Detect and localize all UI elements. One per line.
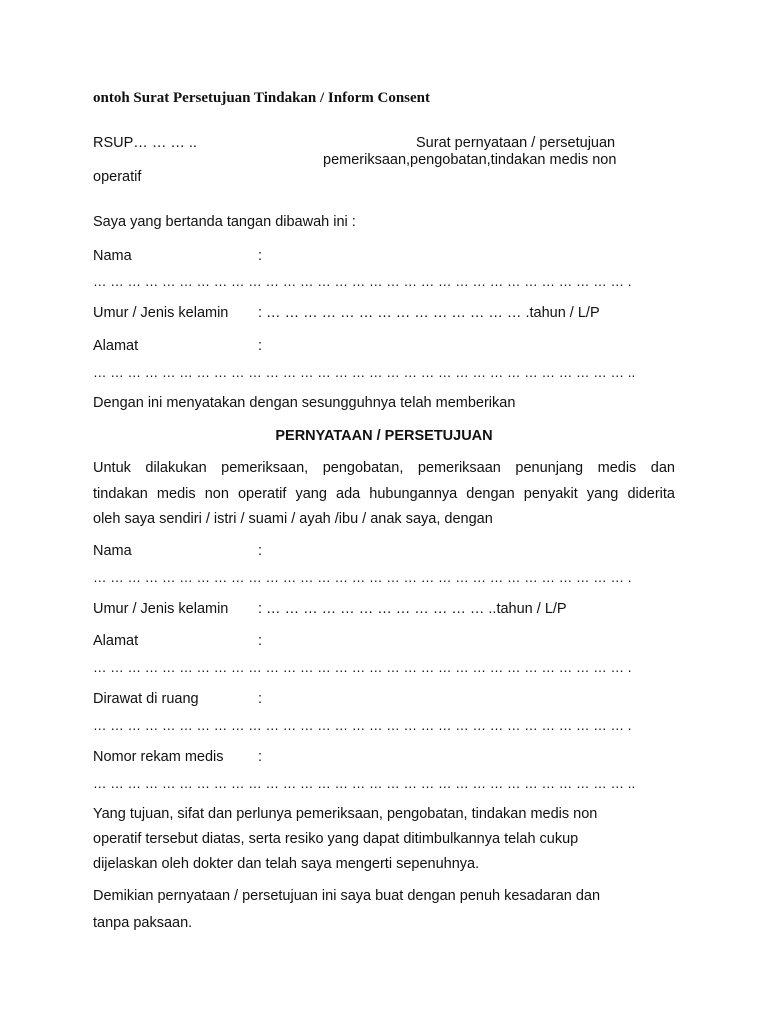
document-heading: ontoh Surat Persetujuan Tindakan / Inform Consent: [93, 90, 431, 106]
declaration-line: Dengan ini menyatakan dengan sesungguhnya telah memberikan: [93, 395, 516, 411]
patient-age-value: : … … … … … … … … … … … … ..tahun / L/P: [258, 601, 567, 617]
patient-record-colon: :: [258, 749, 263, 765]
explanation-line2: operatif tersebut diatas, serta resiko yang dapat ditimbulkannya telah cukup: [93, 831, 579, 847]
patient-address-label: Alamat: [93, 633, 139, 649]
intro-text: Saya yang bertanda tangan dibawah ini :: [93, 214, 356, 230]
closing-line2: tanpa paksaan.: [93, 915, 193, 931]
patient-name-label: Nama: [93, 543, 132, 559]
consent-line3: oleh saya sendiri / istri / suami / ayah /ibu / anak saya, dengan: [93, 511, 493, 527]
statement-title-line1: Surat pernyataan / persetujuan: [416, 135, 616, 151]
statement-title-line3: operatif: [93, 169, 142, 185]
patient-record-dots: … … … … … … … … … … … … … … … … … … … … … … … … … … … … … … … ..: [93, 776, 636, 791]
patient-age-label: Umur / Jenis kelamin: [93, 601, 229, 617]
signer-name-colon: :: [258, 248, 263, 264]
closing-line1: Demikian pernyataan / persetujuan ini saya buat dengan penuh kesadaran dan: [93, 888, 601, 904]
signer-address-colon: :: [258, 338, 263, 354]
hospital-label: RSUP… … … ..: [93, 135, 197, 151]
consent-line2: tindakan medis non operatif yang ada hubungannya dengan penyakit yang diderita: [93, 486, 675, 502]
signer-address-dots: … … … … … … … … … … … … … … … … … … … … … … … … … … … … … … … ..: [93, 365, 636, 380]
explanation-line3: dijelaskan oleh dokter dan telah saya mengerti sepenuhnya.: [93, 856, 480, 872]
signer-age-value: : … … … … … … … … … … … … … … .tahun / L/P: [258, 305, 600, 321]
patient-name-colon: :: [258, 543, 263, 559]
consent-line1: Untuk dilakukan pemeriksaan, pengobatan, pemeriksaan penunjang medis dan: [93, 460, 675, 476]
patient-ward-dots: … … … … … … … … … … … … … … … … … … … … … … … … … … … … … … … .: [93, 718, 632, 733]
patient-address-colon: :: [258, 633, 263, 649]
signer-name-dots: … … … … … … … … … … … … … … … … … … … … … … … … … … … … … … … .: [93, 274, 632, 289]
patient-ward-colon: :: [258, 691, 263, 707]
patient-ward-label: Dirawat di ruang: [93, 691, 199, 707]
signer-name-label: Nama: [93, 248, 132, 264]
explanation-line1: Yang tujuan, sifat dan perlunya pemeriksaan, pengobatan, tindakan medis non: [93, 806, 598, 822]
signer-address-label: Alamat: [93, 338, 139, 354]
patient-name-dots: … … … … … … … … … … … … … … … … … … … … … … … … … … … … … … … .: [93, 570, 632, 585]
section-title: PERNYATAAN / PERSETUJUAN: [275, 428, 493, 444]
signer-age-label: Umur / Jenis kelamin: [93, 305, 229, 321]
statement-title-line2: pemeriksaan,pengobatan,tindakan medis non: [323, 152, 617, 168]
patient-address-dots: … … … … … … … … … … … … … … … … … … … … … … … … … … … … … … … .: [93, 660, 632, 675]
patient-record-label: Nomor rekam medis: [93, 749, 224, 765]
